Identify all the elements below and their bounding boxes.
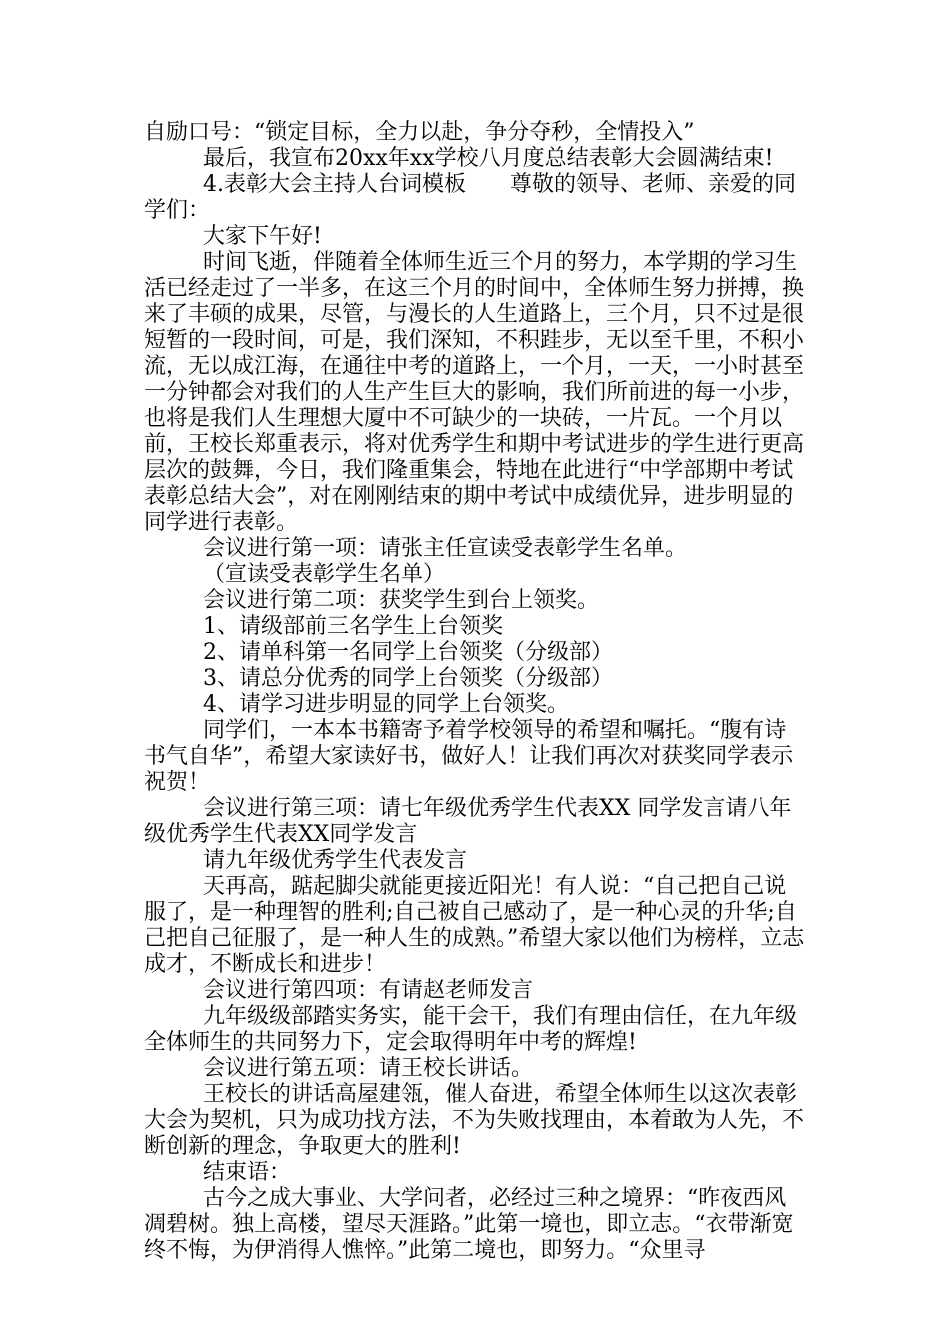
list-item-award-1: 1、请级部前三名学生上台领奖 — [203, 614, 503, 639]
list-item-award-2: 2、请单科第一名同学上台领奖（分级部） — [203, 640, 613, 665]
paragraph-item-four: 会议进行第四项：有请赵老师发言 — [203, 978, 534, 1003]
paragraph-template-heading: 4.表彰大会主持人台词模板 尊敬的领导、老师、亲爱的同学们： — [144, 172, 796, 223]
paragraph-closing-announcement: 最后，我宣布20xx年xx学校八月度总结表彰大会圆满结束! — [203, 146, 774, 171]
paragraph-item-one: 会议进行第一项：请张主任宣读受表彰学生名单。 — [203, 536, 688, 561]
paragraph-grade-nine-speech: 请九年级优秀学生代表发言 — [203, 848, 468, 873]
paragraph-conclusion-heading: 结束语： — [203, 1160, 292, 1185]
paragraph-principal-speech: 王校长的讲话高屋建瓴，催人奋进，希望全体师生以这次表彰大会为契机，只为成功找方法，不为失败找理由，本着敢为人先，不断创新的理念，争取更大的胜利! — [144, 1082, 805, 1159]
paragraph-read-list: （宣读受表彰学生名单） — [203, 562, 446, 587]
paragraph-encouragement: 天再高，踮起脚尖就能更接近阳光！有人说：“自己把自己说服了，是一种理智的胜利;自己被自己感动了，是一种心灵的升华;自己把自己征服了，是一种人生的成熟。”希望大家以他们为榜样，立志成才，不断成长和进步！ — [144, 874, 805, 977]
list-item-award-4: 4、请学习进步明显的同学上台领奖。 — [203, 692, 569, 717]
paragraph-greeting: 大家下午好! — [203, 224, 322, 249]
document-page — [144, 120, 808, 1264]
paragraph-conclusion: 古今之成大事业、大学问者，必经过三种之境界：“昨夜西风凋碧树。独上高楼，望尽天涯路。”此第一境也，即立志。“衣带渐宽终不悔，为伊消得人憔悴。”此第二境也，即努力。“众里寻 — [144, 1186, 794, 1263]
list-item-award-3: 3、请总分优秀的同学上台领奖（分级部） — [203, 666, 613, 691]
paragraph-item-five: 会议进行第五项：请王校长讲话。 — [203, 1056, 534, 1081]
paragraph-item-three: 会议进行第三项：请七年级优秀学生代表XX 同学发言请八年级优秀学生代表XX同学发言 — [144, 796, 792, 847]
paragraph-grade-nine: 九年级级部踏实务实，能干会干，我们有理由信任，在九年级全体师生的共同努力下，定会取得明年中考的辉煌! — [144, 1004, 798, 1055]
paragraph-intro: 时间飞逝，伴随着全体师生近三个月的努力，本学期的学习生活已经走过了一半多，在这三个月的时间中，全体师生努力拼搏，换来了丰硕的成果，尽管，与漫长的人生道路上，三个月，只不过是很短暂的一段时间，可是，我们深知，不积跬步，无以至千里，不积小流，无以成江海，在通往中考的道路上，一个月，一天，一小时甚至一分钟都会对我们的人生产生巨大的影响，我们所前进的每一小步，也将是我们人生理想大厦中不可缺少的一块砖，一片瓦。一个月以前，王校长郑重表示，将对优秀学生和期中考试进步的学生进行更高层次的鼓舞，今日，我们隆重集会，特地在此进行“中学部期中考试表彰总结大会”，对在刚刚结束的期中考试中成绩优异，进步明显的同学进行表彰。 — [144, 250, 805, 535]
paragraph-item-two: 会议进行第二项：获奖学生到台上领奖。 — [203, 588, 600, 613]
paragraph-slogan: 自励口号：“锁定目标，全力以赴，争分夺秒，全情投入” — [144, 120, 695, 145]
paragraph-congrats: 同学们，一本本书籍寄予着学校领导的希望和嘱托。“腹有诗书气自华”，希望大家读好书，做好人！让我们再次对获奖同学表示祝贺！ — [144, 718, 794, 795]
